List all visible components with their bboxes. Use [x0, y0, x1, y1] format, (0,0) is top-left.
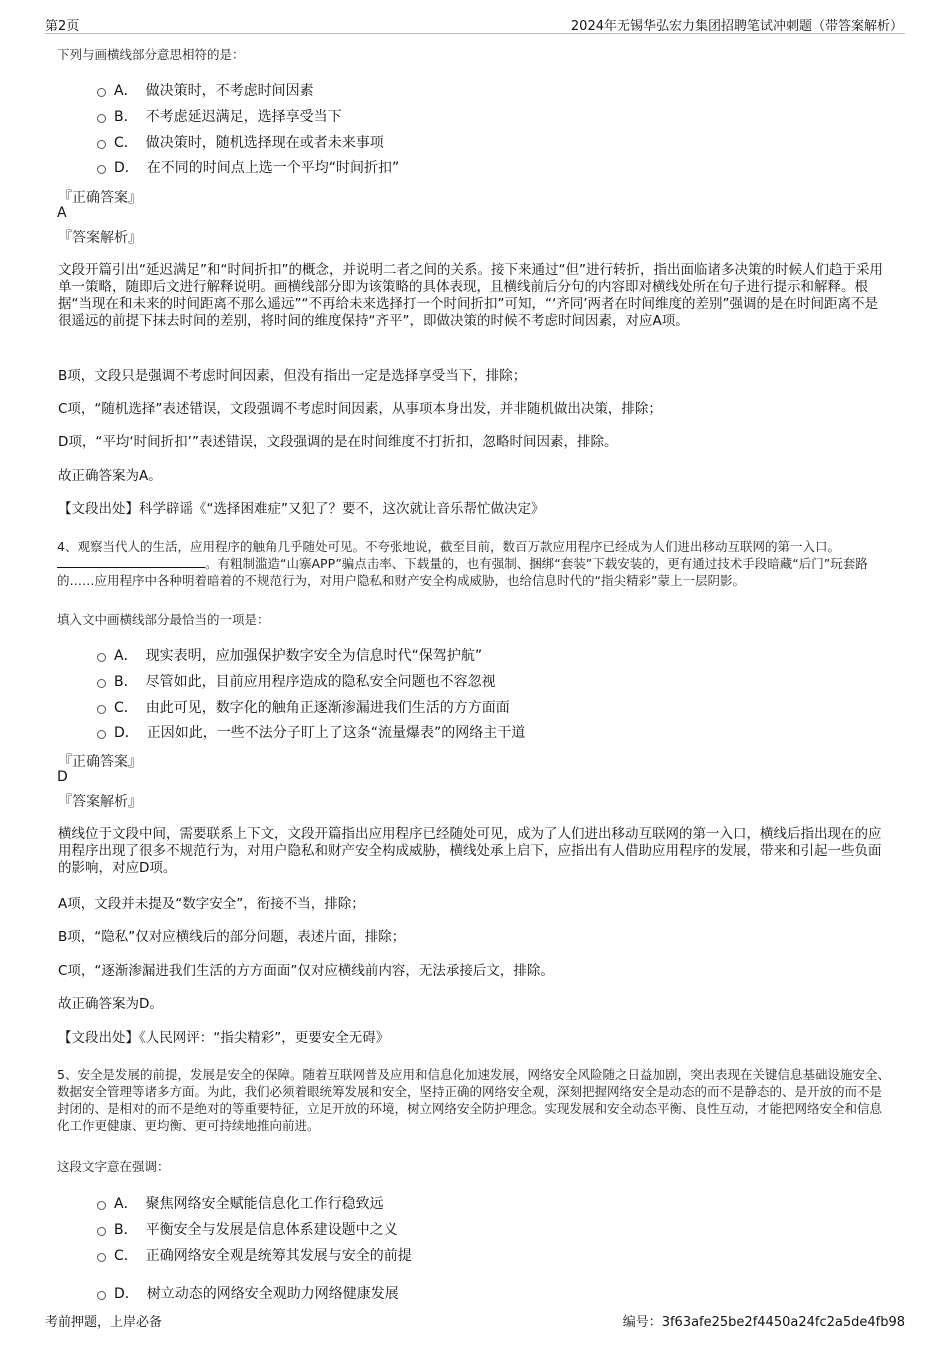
q5-option-a[interactable]: A． 聚焦网络安全赋能信息化工作行稳致远: [97, 1193, 384, 1213]
q5-option-b[interactable]: B． 平衡安全与发展是信息体系建设题中之义: [97, 1219, 398, 1239]
q5-stem: 5、安全是发展的前提，发展是安全的保障。随着互联网普及应用和信息化加速发展，网络安全风险随之日益加剧，突出表现在关键信息基础设施安全、数据安全管理等诸多方面。为此，我们必须着眼统筹发展和安全，坚持正确的网络安全观，深刻把握网络安全是动态的而不是静态的、是开放的而不是封闭的、是相对的而不是绝对的等重要特征，立足开放的环境，树立网络安全防护理念。实现发展和安全动态平衡、良性互动，才能把网络安全和信息化工作更健康、更均衡、更可持续地推向前进。: [57, 1067, 890, 1133]
q3-option-c[interactable]: C． 做决策时，随机选择现在或者未来事项: [97, 132, 384, 152]
answer-blank: [57, 555, 205, 568]
document-title: 2024年无锡华弘宏力集团招聘笔试冲刺题（带答案解析）: [570, 19, 903, 34]
q3-analysis-d: D项，“平均‘时间折扣’”表述错误，文段强调的是在时间维度不打折扣，忽略时间因素，排除。: [58, 434, 618, 450]
q3-prompt: 下列与画横线部分意思相符的是：: [57, 47, 245, 62]
q3-option-a[interactable]: A． 做决策时，不考虑时间因素: [97, 80, 314, 100]
q5-option-d[interactable]: D． 树立动态的网络安全观助力网络健康发展: [97, 1283, 399, 1303]
q4-analysis-b: B项，“隐私”仅对应横线后的部分问题，表述片面，排除；: [58, 929, 406, 945]
q4-option-a[interactable]: A． 现实表明，应加强保护数字安全为信息时代“保驾护航”: [97, 645, 482, 665]
radio-icon[interactable]: [97, 653, 106, 662]
q3-analysis-label: 『答案解析』: [58, 230, 142, 246]
q4-source: 【文段出处】《人民网评：“指尖精彩”，更要安全无碍》: [58, 1030, 390, 1046]
q3-analysis-c: C项，“随机选择”表述错误，文段强调不考虑时间因素，从事项本身出发，并非随机做出决策，排除；: [58, 401, 662, 417]
q3-analysis-main: 文段开篇引出“延迟满足”和“时间折扣”的概念，并说明二者之间的关系。接下来通过“但”进行转折，指出面临诸多决策的时候人们趋于采用单一策略，随即后文进行解释说明。画横线部分即为该策略的具体表现，且横线前后分句的内容即对横线处所在句子进行提示和解释。根据“当现在和未来的时间距离不那么遥远”“不再给未来选择打一个时间折扣”可知，“‘齐同’两者在时间维度的差别”强调的是在时间距离不是很遥远的前提下抹去时间的差别，将时间的维度保持“齐平”，即做决策的时候不考虑时间因素，对应A项。: [58, 262, 883, 329]
radio-icon[interactable]: [97, 1201, 106, 1210]
q4-conclusion: 故正确答案为D。: [58, 996, 163, 1012]
q4-stem: 4、观察当代人的生活，应用程序的触角几乎随处可见。不夸张地说，截至目前，数百万款应用程序已经成为人们进出移动互联网的第一入口。。有粗制滥造“山寨APP”骗点击率、下载量的，也有强制、捆绑“套装”下载安装的，更有通过技术手段暗藏“后门”玩套路的……应用程序中各种明着暗着的不规范行为，对用户隐私和财产安全构成威胁，也给信息时代的“指尖精彩”蒙上一层阴影。: [57, 539, 868, 588]
radio-icon[interactable]: [97, 1253, 106, 1262]
q3-conclusion: 故正确答案为A。: [58, 468, 162, 484]
q4-option-c[interactable]: C． 由此可见，数字化的触角正逐渐渗漏进我们生活的方方面面: [97, 697, 510, 717]
q4-prompt: 填入文中画横线部分最恰当的一项是：: [57, 612, 270, 627]
q4-correct-answer-label: 『正确答案』: [58, 754, 142, 770]
q4-analysis-a: A项，文段并未提及“数字安全”，衔接不当，排除；: [58, 896, 365, 912]
footer-slogan: 考前押题，上岸必备: [45, 1315, 163, 1330]
radio-icon[interactable]: [97, 679, 106, 688]
q4-analysis-c: C项，“逐渐渗漏进我们生活的方方面面”仅对应横线前内容，无法承接后文，排除。: [58, 963, 554, 979]
page-header: [45, 13, 905, 34]
radio-icon[interactable]: [97, 1291, 106, 1300]
q3-option-b[interactable]: B． 不考虑延迟满足，选择享受当下: [97, 106, 342, 126]
radio-icon[interactable]: [97, 88, 106, 97]
radio-icon[interactable]: [97, 140, 106, 149]
radio-icon[interactable]: [97, 165, 106, 174]
radio-icon[interactable]: [97, 1227, 106, 1236]
q4-option-b[interactable]: B． 尽管如此，目前应用程序造成的隐私安全问题也不容忽视: [97, 671, 496, 691]
radio-icon[interactable]: [97, 114, 106, 123]
page-number: 第2页: [45, 19, 80, 34]
radio-icon[interactable]: [97, 705, 106, 714]
q3-source: 【文段出处】科学辟谣《“选择困难症”又犯了？要不，这次就让音乐帮忙做决定》: [58, 501, 545, 517]
q5-option-c[interactable]: C． 正确网络安全观是统筹其发展与安全的前提: [97, 1245, 412, 1265]
q4-option-d[interactable]: D． 正因如此，一些不法分子盯上了这条“流量爆表”的网络主干道: [97, 722, 525, 742]
radio-icon[interactable]: [97, 730, 106, 739]
q4-analysis-main: 横线位于文段中间，需要联系上下文，文段开篇指出应用程序已经随处可见，成为了人们进出移动互联网的第一入口，横线后指出现在的应用程序出现了很多不规范行为，对用户隐私和财产安全构成威胁，横线处承上启下，应指出有人借助应用程序的发展，带来和引起一些负面的影响，对应D项。: [58, 826, 882, 876]
q4-correct-answer: D: [57, 769, 68, 785]
q5-prompt: 这段文字意在强调：: [57, 1159, 170, 1174]
q3-correct-answer-label: 『正确答案』: [58, 190, 142, 206]
q3-correct-answer: A: [57, 205, 67, 221]
q3-analysis-b: B项，文段只是强调不考虑时间因素，但没有指出一定是选择享受当下，排除；: [58, 368, 527, 384]
footer-code: 编号：3f63afe25be2f4450a24fc2a5de4fb98: [622, 1315, 905, 1330]
q4-analysis-label: 『答案解析』: [58, 794, 142, 810]
q3-option-d[interactable]: D． 在不同的时间点上选一个平均“时间折扣”: [97, 157, 399, 177]
